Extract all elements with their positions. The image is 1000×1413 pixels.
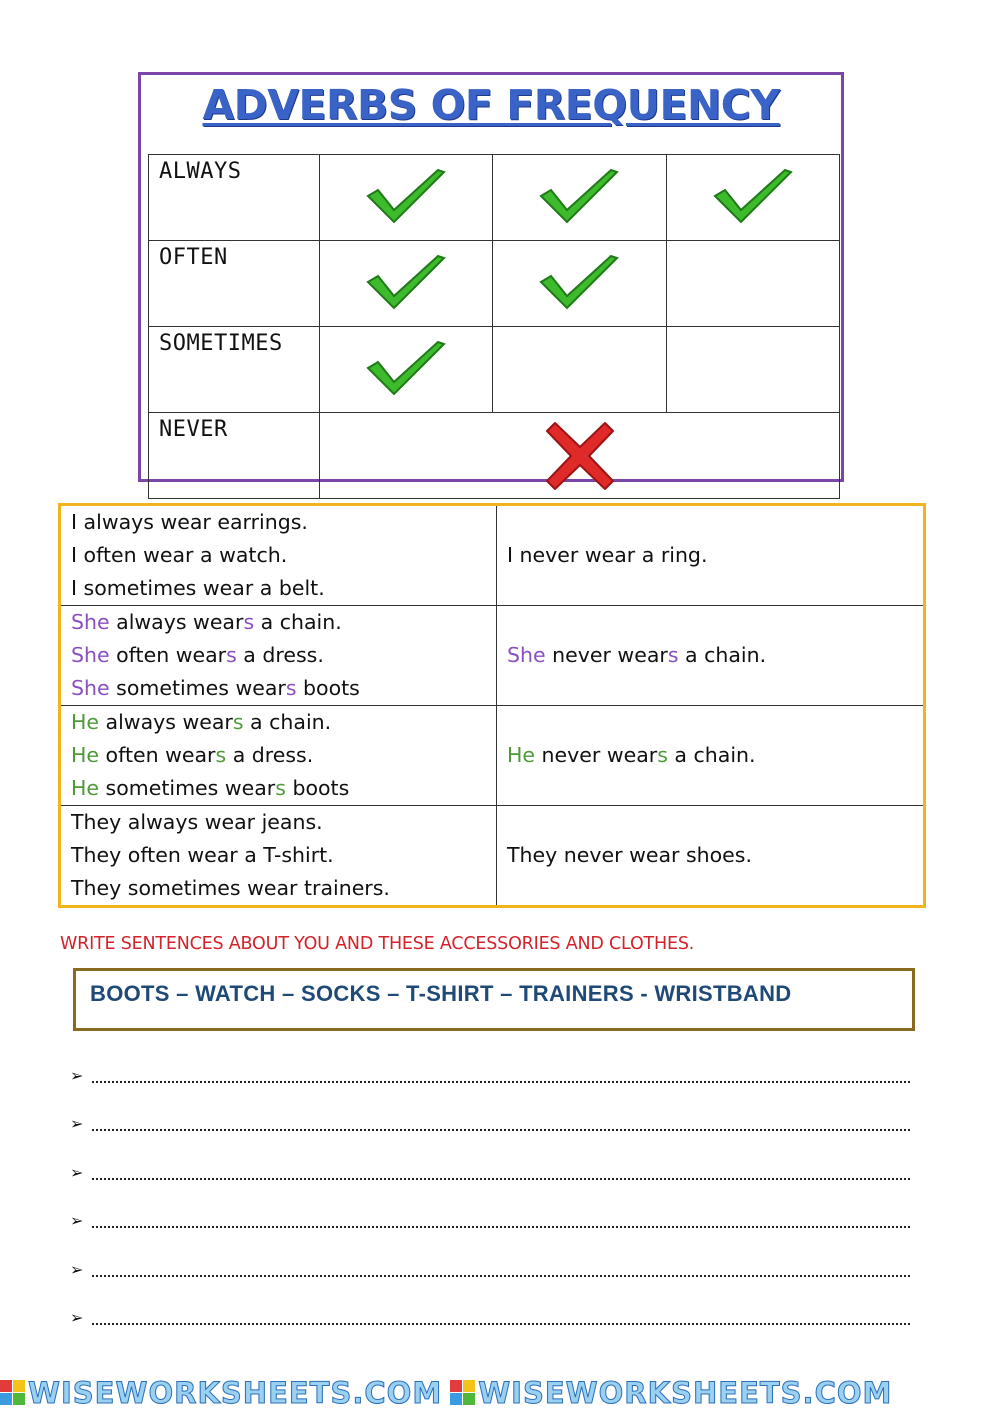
sentence: They never wear shoes. [507,843,752,867]
frequency-row-often [149,241,840,327]
sentence-text: always wear [109,610,244,634]
verb-ending: s [657,743,668,767]
verb-ending: s [232,710,244,734]
sentence-text: never wear [545,643,668,667]
empty-cell [666,241,839,327]
dotted-line [92,1081,910,1083]
verb-ending: s [243,610,255,634]
sentence-text: a dress. [226,743,314,767]
sentence: I sometimes wear a belt. [71,576,325,600]
example-sentences-table [58,503,926,908]
arrow-bullet-icon: ➢ [70,1260,84,1279]
frequency-table [148,154,840,499]
frequency-row-never [149,413,840,499]
dotted-line [92,1226,910,1228]
verb-ending: s [285,676,297,700]
label-often: OFTEN [149,241,320,327]
check-icon [320,241,493,327]
check-icon [493,155,666,241]
label-sometimes: SOMETIMES [149,327,320,413]
arrow-bullet-icon: ➢ [70,1308,84,1327]
check-icon [320,327,493,413]
brand-mark [450,1376,892,1410]
frequency-sentences-cell [60,606,497,706]
subject: He [71,743,100,767]
word-bank: BOOTS – WATCH – SOCKS – T-SHIRT – TRAINERS - WRISTBAND [90,981,792,1006]
sentences-row-she [60,606,925,706]
brand-text: WISEWORKSHEETS.COM [478,1376,893,1410]
label-always: ALWAYS [149,155,320,241]
subject: He [71,776,100,800]
verb-ending: s [667,643,679,667]
never-sentence-cell [497,706,925,806]
sentence [71,739,496,772]
check-icon [320,155,493,241]
footer-watermark [0,1376,1000,1410]
frequency-row-sometimes [149,327,840,413]
sentence: They often wear a T-shirt. [71,843,334,867]
sentence [71,706,496,739]
sentence-text: sometimes wear [109,676,286,700]
frequency-sentences-cell [60,505,497,606]
sentences-row-i [60,505,925,606]
sentence: They sometimes wear trainers. [71,876,390,900]
subject: She [71,676,110,700]
sentence-text: a chain. [254,610,342,634]
sentence-text: often wear [109,643,227,667]
check-icon [666,155,839,241]
arrow-bullet-icon: ➢ [70,1211,84,1230]
sentence [507,639,923,672]
check-icon [493,241,666,327]
never-sentence-cell [497,505,925,606]
sentence-text: always wear [99,710,233,734]
empty-cell [493,327,666,413]
answer-line[interactable] [70,1260,910,1283]
sentences-row-they [60,806,925,907]
subject: He [507,743,536,767]
empty-cell [666,327,839,413]
word-bank-box [73,968,915,1031]
sentence: I often wear a watch. [71,543,288,567]
dotted-line [92,1129,910,1131]
logo-cube-icon [0,1380,26,1406]
sentence-text: a chain. [678,643,767,667]
subject: He [71,710,100,734]
sentence-text: sometimes wear [99,776,276,800]
arrow-bullet-icon: ➢ [70,1066,84,1085]
answer-line[interactable] [70,1066,910,1089]
arrow-bullet-icon: ➢ [70,1163,84,1182]
sentence-text: boots [285,776,350,800]
answer-line[interactable] [70,1163,910,1186]
exercise-instruction: WRITE SENTENCES ABOUT YOU AND THESE ACCESSORIES AND CLOTHES. [60,934,695,954]
sentence [71,672,496,705]
sentence-text: often wear [99,743,216,767]
sentence-text: a chain. [243,710,332,734]
brand-mark [0,1376,442,1410]
sentence [71,639,496,672]
sentence [507,739,923,772]
dotted-line [92,1178,910,1180]
sentence: They always wear jeans. [71,810,323,834]
sentence-text: a chain. [667,743,756,767]
verb-ending: s [275,776,286,800]
frequency-sentences-cell [60,706,497,806]
subject: She [71,643,110,667]
sentences-row-he [60,706,925,806]
logo-cube-icon [450,1380,476,1406]
label-never: NEVER [149,413,320,499]
page-title: ADVERBS OF FREQUENCY [202,81,780,129]
never-sentence-cell [497,606,925,706]
sentence [71,772,496,805]
sentence [71,606,496,639]
sentence-text: boots [296,676,360,700]
frequency-sentences-cell [60,806,497,907]
brand-text: WISEWORKSHEETS.COM [28,1376,443,1410]
frequency-row-always [149,155,840,241]
subject: She [507,643,546,667]
sentence-text: never wear [535,743,658,767]
answer-line[interactable] [70,1308,910,1331]
verb-ending: s [226,643,237,667]
sentence: I always wear earrings. [71,510,308,534]
verb-ending: s [215,743,227,767]
never-sentence-cell [497,806,925,907]
answer-line[interactable] [70,1114,910,1137]
sentence: I never wear a ring. [507,543,708,567]
cross-icon [320,413,840,499]
dotted-line [92,1323,910,1325]
arrow-bullet-icon: ➢ [70,1114,84,1133]
dotted-line [92,1275,910,1277]
sentence-text: a dress. [236,643,324,667]
subject: She [71,610,110,634]
answer-line[interactable] [70,1211,910,1234]
